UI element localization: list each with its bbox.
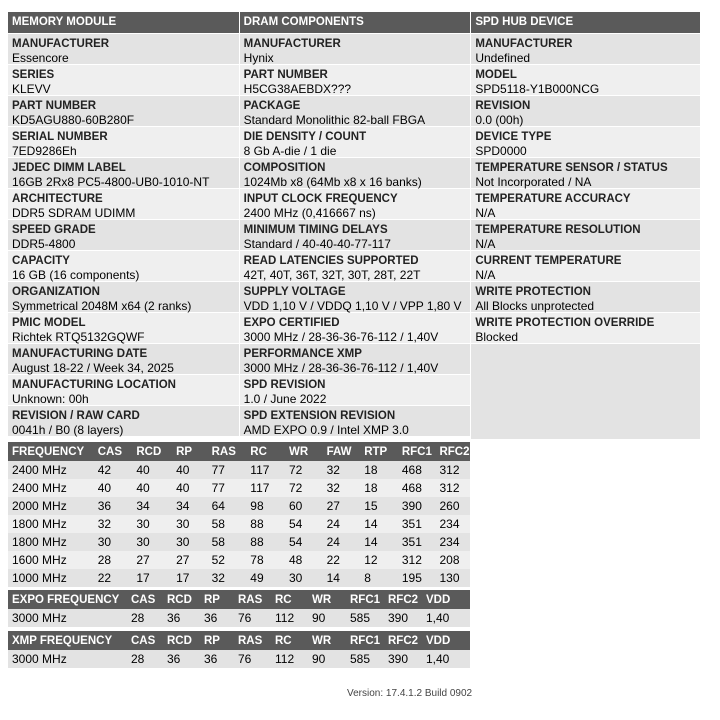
table-cell: 18 bbox=[360, 479, 398, 497]
info-cell bbox=[240, 281, 471, 312]
info-value: Symmetrical 2048M x64 (2 ranks) bbox=[12, 299, 192, 313]
info-cell bbox=[471, 64, 700, 95]
info-value: 42T, 40T, 36T, 32T, 30T, 28T, 22T bbox=[243, 268, 421, 282]
info-cell bbox=[8, 64, 239, 95]
table-row bbox=[8, 479, 470, 497]
column-header: RFC1 bbox=[346, 631, 384, 650]
spd-hub-device-header: SPD HUB DEVICE bbox=[471, 12, 700, 33]
column-header: RFC1 bbox=[398, 442, 436, 461]
column-header: CAS bbox=[127, 590, 163, 609]
table-cell: 22 bbox=[94, 569, 133, 587]
info-label: TEMPERATURE ACCURACY bbox=[475, 193, 631, 205]
version-label: Version: 17.4.1.2 Build 0902 bbox=[347, 688, 473, 699]
info-label: SPD REVISION bbox=[243, 379, 326, 391]
column-header: RTP bbox=[360, 442, 398, 461]
info-value: 1.0 / June 2022 bbox=[243, 392, 327, 406]
table-cell: 585 bbox=[346, 609, 384, 627]
info-cell bbox=[471, 157, 700, 188]
info-value: Unknown: 00h bbox=[12, 392, 89, 406]
column-header: CAS bbox=[94, 442, 133, 461]
info-value: DDR5-4800 bbox=[12, 237, 76, 251]
column-header: RC bbox=[271, 590, 308, 609]
table-cell: 1800 MHz bbox=[8, 515, 94, 533]
table-cell: 60 bbox=[285, 497, 323, 515]
info-label: CAPACITY bbox=[12, 255, 70, 267]
table-cell: 40 bbox=[172, 479, 208, 497]
info-value: 7ED9286Eh bbox=[12, 144, 77, 158]
table-cell: 34 bbox=[172, 497, 208, 515]
table-cell: 32 bbox=[323, 479, 361, 497]
table-cell: 77 bbox=[208, 461, 247, 479]
info-label: TEMPERATURE RESOLUTION bbox=[475, 224, 641, 236]
table-cell: 2400 MHz bbox=[8, 461, 94, 479]
info-value: KLEVV bbox=[12, 82, 51, 96]
table-cell: 468 bbox=[398, 479, 436, 497]
info-value: AMD EXPO 0.9 / Intel XMP 3.0 bbox=[243, 423, 409, 437]
info-value: N/A bbox=[475, 237, 496, 251]
table-row bbox=[8, 533, 470, 551]
table-cell: 468 bbox=[398, 461, 436, 479]
column-header: CAS bbox=[127, 631, 163, 650]
table-cell: 585 bbox=[346, 650, 384, 668]
table-cell: 312 bbox=[398, 551, 436, 569]
info-label: PERFORMANCE XMP bbox=[243, 348, 362, 360]
table-cell: 1800 MHz bbox=[8, 533, 94, 551]
memory-module-header: MEMORY MODULE bbox=[8, 12, 239, 33]
info-label: PART NUMBER bbox=[243, 69, 328, 81]
info-value: 0041h / B0 (8 layers) bbox=[12, 423, 124, 437]
info-label: MANUFACTURING DATE bbox=[12, 348, 148, 360]
table-cell: 40 bbox=[172, 461, 208, 479]
table-cell: 351 bbox=[398, 533, 436, 551]
column-header: RCD bbox=[163, 631, 200, 650]
info-value: Blocked bbox=[475, 330, 519, 344]
column-header: RCD bbox=[132, 442, 172, 461]
info-value: H5CG38AEBDX??? bbox=[243, 82, 352, 96]
info-cell bbox=[8, 33, 239, 64]
table-cell: 36 bbox=[163, 609, 200, 627]
info-cell bbox=[8, 188, 239, 219]
table-cell: 30 bbox=[132, 515, 172, 533]
table-cell: 54 bbox=[285, 533, 323, 551]
info-cell bbox=[240, 157, 471, 188]
info-label: ARCHITECTURE bbox=[12, 193, 103, 205]
table-cell: 351 bbox=[398, 515, 436, 533]
column-header: VDD bbox=[422, 590, 470, 609]
table-cell: 72 bbox=[285, 479, 323, 497]
table-cell: 30 bbox=[172, 515, 208, 533]
info-value: N/A bbox=[475, 268, 496, 282]
info-label: PACKAGE bbox=[243, 100, 301, 112]
info-value: N/A bbox=[475, 206, 496, 220]
info-cell bbox=[8, 343, 239, 374]
table-cell: 40 bbox=[132, 461, 172, 479]
info-value: VDD 1,10 V / VDDQ 1,10 V / VPP 1,80 V bbox=[243, 299, 462, 313]
table-cell: 64 bbox=[208, 497, 247, 515]
table-cell: 76 bbox=[234, 609, 271, 627]
info-cell bbox=[8, 95, 239, 126]
table-cell: 32 bbox=[94, 515, 133, 533]
info-label: EXPO CERTIFIED bbox=[243, 317, 340, 329]
table-row bbox=[8, 609, 470, 627]
column-header: WR bbox=[308, 590, 346, 609]
table-cell: 195 bbox=[398, 569, 436, 587]
table-cell: 17 bbox=[132, 569, 172, 587]
info-label: REVISION bbox=[475, 100, 531, 112]
info-label: WRITE PROTECTION OVERRIDE bbox=[475, 317, 655, 329]
info-grid bbox=[8, 12, 700, 439]
table-cell: 49 bbox=[246, 569, 285, 587]
info-cell bbox=[240, 343, 471, 374]
table-row bbox=[8, 551, 470, 569]
info-cell bbox=[240, 126, 471, 157]
column-header: RFC2 bbox=[384, 631, 422, 650]
info-cell bbox=[8, 374, 239, 405]
info-cell bbox=[471, 188, 700, 219]
table-cell: 88 bbox=[246, 515, 285, 533]
info-label: COMPOSITION bbox=[243, 162, 326, 174]
column-header: RCD bbox=[163, 590, 200, 609]
table-cell: 22 bbox=[323, 551, 361, 569]
table-cell: 112 bbox=[271, 609, 308, 627]
table-cell: 30 bbox=[172, 533, 208, 551]
info-value: Essencore bbox=[12, 51, 69, 65]
info-value: 3000 MHz / 28-36-36-76-112 / 1,40V bbox=[243, 361, 439, 375]
table-cell: 234 bbox=[435, 515, 470, 533]
table-cell: 112 bbox=[271, 650, 308, 668]
table-cell: 90 bbox=[308, 650, 346, 668]
table-cell: 27 bbox=[172, 551, 208, 569]
table-cell: 312 bbox=[435, 461, 470, 479]
column-header: RP bbox=[200, 590, 234, 609]
info-label: WRITE PROTECTION bbox=[475, 286, 591, 298]
info-value: SPD0000 bbox=[475, 144, 527, 158]
info-label: PART NUMBER bbox=[12, 100, 97, 112]
info-value: 16 GB (16 components) bbox=[12, 268, 140, 282]
table-cell: 130 bbox=[435, 569, 470, 587]
table-cell: 24 bbox=[323, 515, 361, 533]
table-cell: 208 bbox=[435, 551, 470, 569]
table-cell: 90 bbox=[308, 609, 346, 627]
table-cell: 36 bbox=[200, 609, 234, 627]
info-label: SERIAL NUMBER bbox=[12, 131, 108, 143]
info-cell bbox=[240, 33, 471, 64]
table-cell: 14 bbox=[360, 515, 398, 533]
info-value: 2400 MHz (0,416667 ns) bbox=[243, 206, 376, 220]
table-cell: 36 bbox=[200, 650, 234, 668]
table-cell: 54 bbox=[285, 515, 323, 533]
info-label: MANUFACTURER bbox=[12, 38, 110, 50]
column-header: RFC2 bbox=[384, 590, 422, 609]
column-header: XMP FREQUENCY bbox=[8, 631, 127, 650]
info-cell bbox=[471, 281, 700, 312]
info-cell bbox=[240, 95, 471, 126]
info-label: MINIMUM TIMING DELAYS bbox=[243, 224, 388, 236]
table-cell: 390 bbox=[384, 650, 422, 668]
info-value: 3000 MHz / 28-36-36-76-112 / 1,40V bbox=[243, 330, 439, 344]
info-cell bbox=[8, 219, 239, 250]
table-cell: 18 bbox=[360, 461, 398, 479]
table-cell: 28 bbox=[127, 609, 163, 627]
table-cell: 1000 MHz bbox=[8, 569, 94, 587]
info-cell bbox=[8, 281, 239, 312]
column-header: RP bbox=[200, 631, 234, 650]
jedec-header-row bbox=[8, 442, 470, 461]
info-label: SPEED GRADE bbox=[12, 224, 96, 236]
info-cell bbox=[8, 312, 239, 343]
info-label: INPUT CLOCK FREQUENCY bbox=[243, 193, 398, 205]
info-cell bbox=[471, 95, 700, 126]
table-cell: 78 bbox=[246, 551, 285, 569]
expo-header-row bbox=[8, 590, 470, 609]
info-label: MANUFACTURER bbox=[243, 38, 341, 50]
info-cell bbox=[8, 405, 239, 436]
table-cell: 28 bbox=[94, 551, 133, 569]
column-header: RP bbox=[172, 442, 208, 461]
info-cell bbox=[240, 312, 471, 343]
table-cell: 390 bbox=[398, 497, 436, 515]
table-cell: 52 bbox=[208, 551, 247, 569]
column-header: RAS bbox=[234, 631, 271, 650]
column-header: WR bbox=[285, 442, 323, 461]
info-label: JEDEC DIMM LABEL bbox=[12, 162, 126, 174]
info-label: PMIC MODEL bbox=[12, 317, 86, 329]
table-cell: 17 bbox=[172, 569, 208, 587]
table-cell: 27 bbox=[132, 551, 172, 569]
info-label: CURRENT TEMPERATURE bbox=[475, 255, 622, 267]
column-header: RFC1 bbox=[346, 590, 384, 609]
info-value: Hynix bbox=[243, 51, 274, 65]
table-cell: 72 bbox=[285, 461, 323, 479]
column-header: FREQUENCY bbox=[8, 442, 94, 461]
table-cell: 40 bbox=[132, 479, 172, 497]
table-row bbox=[8, 515, 470, 533]
info-label: SPD EXTENSION REVISION bbox=[243, 410, 396, 422]
table-cell: 312 bbox=[435, 479, 470, 497]
info-label: MANUFACTURING LOCATION bbox=[12, 379, 176, 391]
table-cell: 117 bbox=[246, 479, 285, 497]
table-cell: 1,40 bbox=[422, 609, 470, 627]
table-row bbox=[8, 569, 470, 587]
table-cell: 58 bbox=[208, 533, 247, 551]
table-cell: 48 bbox=[285, 551, 323, 569]
table-cell: 1,40 bbox=[422, 650, 470, 668]
info-value: 8 Gb A-die / 1 die bbox=[243, 144, 337, 158]
table-cell: 98 bbox=[246, 497, 285, 515]
info-label: TEMPERATURE SENSOR / STATUS bbox=[475, 162, 668, 174]
table-cell: 42 bbox=[94, 461, 133, 479]
info-label: REVISION / RAW CARD bbox=[12, 410, 140, 422]
info-cell bbox=[240, 64, 471, 95]
table-cell: 76 bbox=[234, 650, 271, 668]
info-value: All Blocks unprotected bbox=[475, 299, 595, 313]
info-value: 16GB 2Rx8 PC5-4800-UB0-1010-NT bbox=[12, 175, 210, 189]
info-label: READ LATENCIES SUPPORTED bbox=[243, 255, 419, 267]
table-cell: 117 bbox=[246, 461, 285, 479]
info-cell bbox=[8, 250, 239, 281]
expo-profile-table bbox=[8, 590, 470, 627]
table-cell: 8 bbox=[360, 569, 398, 587]
info-value: August 18-22 / Week 34, 2025 bbox=[12, 361, 174, 375]
info-cell bbox=[240, 405, 471, 436]
info-cell bbox=[240, 374, 471, 405]
table-cell: 30 bbox=[94, 533, 133, 551]
info-value: Richtek RTQ5132GQWF bbox=[12, 330, 145, 344]
info-label: SUPPLY VOLTAGE bbox=[243, 286, 346, 298]
info-label: MANUFACTURER bbox=[475, 38, 573, 50]
info-value: Standard / 40-40-40-77-117 bbox=[243, 237, 391, 251]
info-cell bbox=[471, 33, 700, 64]
info-cell bbox=[240, 188, 471, 219]
table-cell: 1600 MHz bbox=[8, 551, 94, 569]
table-row bbox=[8, 497, 470, 515]
column-header: FAW bbox=[323, 442, 361, 461]
dram-components-header: DRAM COMPONENTS bbox=[240, 12, 471, 33]
info-cell bbox=[471, 312, 700, 343]
table-cell: 260 bbox=[435, 497, 470, 515]
info-cell bbox=[8, 126, 239, 157]
info-value: DDR5 SDRAM UDIMM bbox=[12, 206, 136, 220]
info-value: KD5AGU880-60B280F bbox=[12, 113, 135, 127]
table-cell: 14 bbox=[360, 533, 398, 551]
dram-components-column bbox=[240, 12, 471, 439]
memory-module-column bbox=[8, 12, 239, 439]
table-cell: 2400 MHz bbox=[8, 479, 94, 497]
table-cell: 30 bbox=[285, 569, 323, 587]
column-header: RAS bbox=[208, 442, 247, 461]
info-value: 0.0 (00h) bbox=[475, 113, 524, 127]
table-cell: 14 bbox=[323, 569, 361, 587]
info-value: Standard Monolithic 82-ball FBGA bbox=[243, 113, 426, 127]
info-cell bbox=[240, 219, 471, 250]
column-header: VDD bbox=[422, 631, 470, 650]
info-value: 1024Mb x8 (64Mb x8 x 16 banks) bbox=[243, 175, 422, 189]
spd-hub-device-column bbox=[471, 12, 700, 439]
empty-filler bbox=[471, 344, 700, 439]
column-header: EXPO FREQUENCY bbox=[8, 590, 127, 609]
info-label: SERIES bbox=[12, 69, 55, 81]
info-cell bbox=[240, 250, 471, 281]
table-cell: 3000 MHz bbox=[8, 650, 127, 668]
xmp-profile-table bbox=[8, 631, 470, 668]
table-cell: 77 bbox=[208, 479, 247, 497]
table-cell: 3000 MHz bbox=[8, 609, 127, 627]
info-label: DIE DENSITY / COUNT bbox=[243, 131, 367, 143]
table-cell: 28 bbox=[127, 650, 163, 668]
table-cell: 32 bbox=[323, 461, 361, 479]
table-cell: 40 bbox=[94, 479, 133, 497]
info-value: SPD5118-Y1B000NCG bbox=[475, 82, 600, 96]
table-cell: 24 bbox=[323, 533, 361, 551]
table-cell: 390 bbox=[384, 609, 422, 627]
column-header: RAS bbox=[234, 590, 271, 609]
column-header: RC bbox=[271, 631, 308, 650]
table-cell: 88 bbox=[246, 533, 285, 551]
table-cell: 12 bbox=[360, 551, 398, 569]
column-header: RFC2 bbox=[435, 442, 470, 461]
column-header: RC bbox=[246, 442, 285, 461]
info-value: Not Incorporated / NA bbox=[475, 175, 592, 189]
table-row bbox=[8, 650, 470, 668]
column-header: WR bbox=[308, 631, 346, 650]
table-cell: 58 bbox=[208, 515, 247, 533]
jedec-timing-table bbox=[8, 442, 470, 587]
table-cell: 15 bbox=[360, 497, 398, 515]
table-cell: 36 bbox=[163, 650, 200, 668]
table-cell: 34 bbox=[132, 497, 172, 515]
table-row bbox=[8, 461, 470, 479]
info-cell bbox=[471, 250, 700, 281]
info-label: ORGANIZATION bbox=[12, 286, 100, 298]
info-label: MODEL bbox=[475, 69, 517, 81]
table-cell: 27 bbox=[323, 497, 361, 515]
spd-report bbox=[8, 12, 700, 668]
table-cell: 30 bbox=[132, 533, 172, 551]
info-label: DEVICE TYPE bbox=[475, 131, 552, 143]
table-cell: 32 bbox=[208, 569, 247, 587]
xmp-header-row bbox=[8, 631, 470, 650]
info-value: Undefined bbox=[475, 51, 531, 65]
table-cell: 234 bbox=[435, 533, 470, 551]
table-cell: 36 bbox=[94, 497, 133, 515]
info-cell bbox=[471, 126, 700, 157]
table-cell: 2000 MHz bbox=[8, 497, 94, 515]
info-cell bbox=[8, 157, 239, 188]
info-cell bbox=[471, 219, 700, 250]
